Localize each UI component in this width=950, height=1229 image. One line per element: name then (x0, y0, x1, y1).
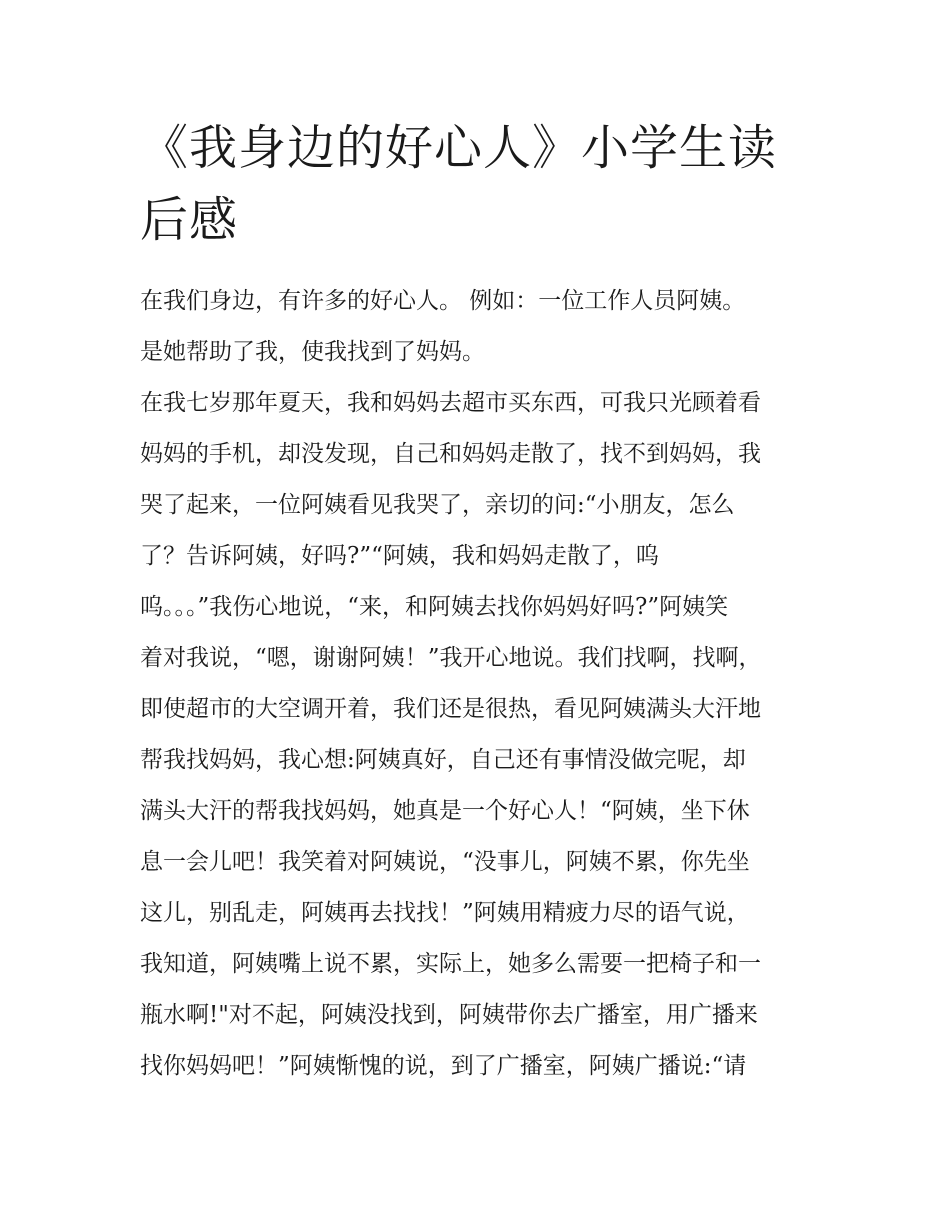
body-line: 即使超市的大空调开着，我们还是很热，看见阿姨满头大汗地 (140, 696, 761, 722)
body-line: 息一会儿吧！我笑着对阿姨说，“没事儿，阿姨不累，你先坐 (140, 849, 750, 875)
body-line: 妈妈的手机，却没发现，自己和妈妈走散了，找不到妈妈，我 (140, 441, 761, 467)
title-line: 《我身边的好心人》小学生读 (140, 120, 778, 176)
body-line: 在我们身边，有许多的好心人。 例如：一位工作人员阿姨。 (140, 288, 746, 314)
body-line: 帮我找妈妈，我心想:阿姨真好，自己还有事情没做完呢，却 (140, 747, 746, 773)
body-line: 这儿，别乱走，阿姨再去找找！”阿姨用精疲力尽的语气说， (140, 900, 750, 926)
body-line: 瓶水啊!"对不起，阿姨没找到，阿姨带你去广播室，用广播来 (140, 1002, 758, 1028)
body-line: 满头大汗的帮我找妈妈，她真是一个好心人！“阿姨，坐下休 (140, 798, 750, 824)
body-line: 在我七岁那年夏天，我和妈妈去超市买东西，可我只光顾着看 (140, 390, 761, 416)
body-line: 呜。。。”我伤心地说，“来，和阿姨去找你妈妈好吗?”阿姨笑 (140, 594, 729, 620)
body-line: 是她帮助了我，使我找到了妈妈。 (140, 339, 485, 365)
body-line: 我知道，阿姨嘴上说不累，实际上，她多么需要一把椅子和一 (140, 951, 761, 977)
body-line: 哭了起来，一位阿姨看见我哭了，亲切的问:“小朋友，怎么 (140, 492, 735, 518)
document-title (140, 112, 820, 256)
body-line: 着对我说，“嗯，谢谢阿姨！”我开心地说。我们找啊，找啊， (140, 645, 762, 671)
document-body (140, 276, 816, 1092)
body-line: 找你妈妈吧！”阿姨惭愧的说，到了广播室，阿姨广播说:“请 (140, 1053, 747, 1079)
title-line: 后感 (140, 192, 239, 248)
body-line: 了？告诉阿姨，好吗?”“阿姨，我和妈妈走散了，呜 (140, 543, 659, 569)
